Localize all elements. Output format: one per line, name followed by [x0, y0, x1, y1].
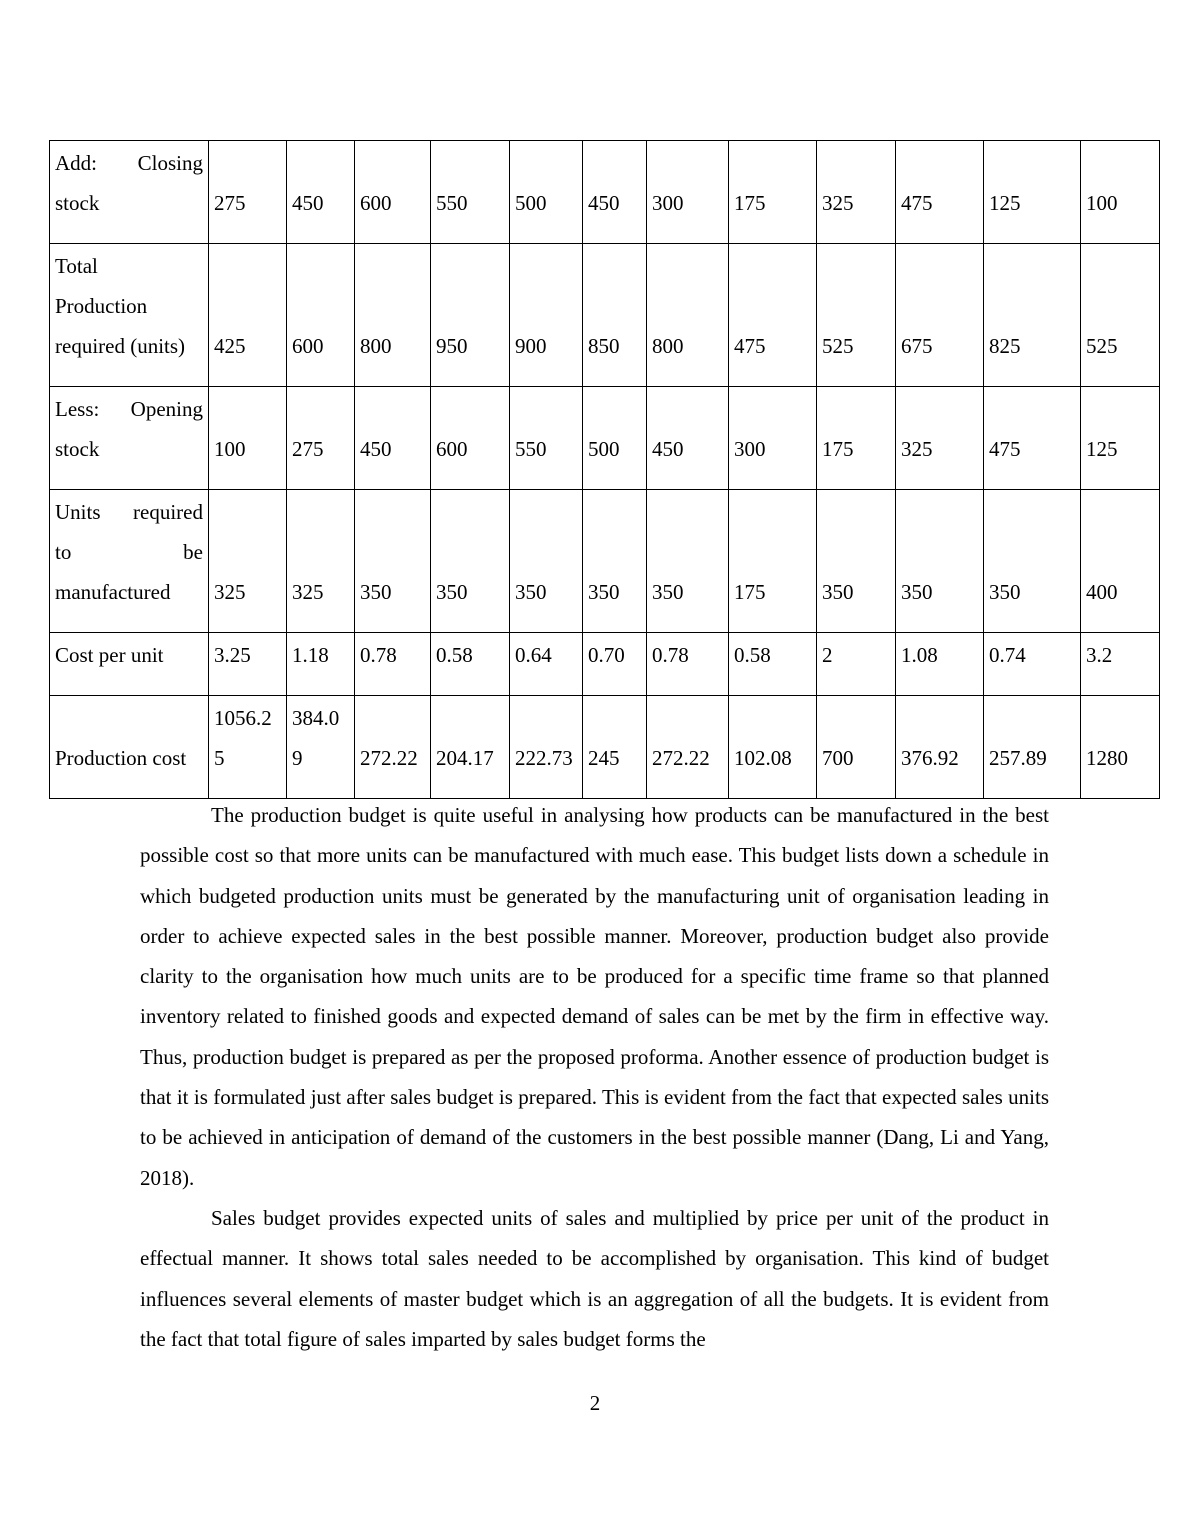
table-cell: 100	[1081, 141, 1160, 244]
table-cell: 450	[287, 141, 355, 244]
table-cell: 175	[729, 490, 817, 633]
table-cell: 125	[1081, 387, 1160, 490]
table-cell: 475	[896, 141, 984, 244]
table-cell: 600	[355, 141, 431, 244]
table-cell: 272.22	[647, 696, 729, 799]
table-cell: 500	[583, 387, 647, 490]
table-cell: 204.17	[431, 696, 510, 799]
table-cell: 1280	[1081, 696, 1160, 799]
table-cell: 525	[817, 244, 896, 387]
table-cell: 825	[984, 244, 1081, 387]
table-cell: 3.2	[1081, 633, 1160, 696]
row-label-line: Production cost	[55, 746, 187, 770]
table-cell: 1.18	[287, 633, 355, 696]
table-cell: 325	[896, 387, 984, 490]
table-cell: 272.22	[355, 696, 431, 799]
table-cell: 475	[729, 244, 817, 387]
table-row	[50, 244, 1160, 387]
table-cell: 275	[287, 387, 355, 490]
table-cell: 475	[984, 387, 1081, 490]
table-cell: 0.78	[647, 633, 729, 696]
table-cell: 257.89	[984, 696, 1081, 799]
row-label-line: required (units)	[55, 334, 186, 358]
table-cell: 2	[817, 633, 896, 696]
table-cell: 525	[1081, 244, 1160, 387]
row-label-line: Total	[55, 254, 98, 278]
row-label-line: Cost per unit	[55, 643, 164, 667]
table-cell: 300	[729, 387, 817, 490]
table-cell: 175	[817, 387, 896, 490]
table-cell: 125	[984, 141, 1081, 244]
table-cell: 0.70	[583, 633, 647, 696]
table-cell: 3.25	[209, 633, 287, 696]
table-cell: 0.78	[355, 633, 431, 696]
row-label-line: to be	[55, 540, 203, 564]
body-text	[140, 795, 1049, 1359]
table-cell: 350	[896, 490, 984, 633]
paragraph-sales-budget: Sales budget provides expected units of sales and multiplied by price per unit of the product in effectual manner. It shows total sales needed to be accomplished by organisation. This kind of budget influences several elements of master budget which is an aggregation of all the budgets. It is evident from the fact that total figure of sales imparted by sales budget forms the	[140, 1205, 1049, 1351]
table-row	[50, 633, 1160, 696]
row-label	[50, 633, 209, 696]
table-cell: 0.58	[729, 633, 817, 696]
table-cell: 400	[1081, 490, 1160, 633]
table-cell: 100	[209, 387, 287, 490]
table-cell: 550	[510, 387, 583, 490]
table-cell: 550	[431, 141, 510, 244]
table-cell: 0.74	[984, 633, 1081, 696]
table-cell: 350	[355, 490, 431, 633]
table-cell: 1.08	[896, 633, 984, 696]
table-cell: 0.64	[510, 633, 583, 696]
table-cell: 102.08	[729, 696, 817, 799]
table-row	[50, 387, 1160, 490]
table-cell: 350	[583, 490, 647, 633]
page-number: 2	[589, 1391, 601, 1415]
table-cell: 1056.25	[209, 696, 287, 799]
row-label	[50, 490, 209, 633]
table-cell: 325	[287, 490, 355, 633]
table-cell: 800	[647, 244, 729, 387]
row-label-line: manufactured	[55, 580, 171, 604]
row-label	[50, 244, 209, 387]
table-cell: 350	[431, 490, 510, 633]
row-label	[50, 141, 209, 244]
row-label-line: stock	[55, 437, 100, 461]
table-cell: 900	[510, 244, 583, 387]
table-row	[50, 141, 1160, 244]
table-cell: 350	[984, 490, 1081, 633]
table-cell: 350	[510, 490, 583, 633]
table-cell: 425	[209, 244, 287, 387]
table-cell: 850	[583, 244, 647, 387]
table-row	[50, 490, 1160, 633]
table-cell: 325	[817, 141, 896, 244]
table-cell: 0.58	[431, 633, 510, 696]
table-row	[50, 696, 1160, 799]
table-cell: 675	[896, 244, 984, 387]
row-label-line: Less: Opening	[55, 397, 203, 421]
table-cell: 245	[583, 696, 647, 799]
table-cell: 325	[209, 490, 287, 633]
production-budget-table	[49, 140, 1160, 799]
table-cell: 700	[817, 696, 896, 799]
table-cell: 350	[817, 490, 896, 633]
table-cell: 800	[355, 244, 431, 387]
row-label-line: Production	[55, 294, 148, 318]
table-cell: 222.73	[510, 696, 583, 799]
table-cell: 175	[729, 141, 817, 244]
table-cell: 450	[647, 387, 729, 490]
row-label	[50, 387, 209, 490]
table-cell: 376.92	[896, 696, 984, 799]
table-cell: 450	[583, 141, 647, 244]
row-label-line: Add: Closing	[55, 151, 203, 175]
table-cell: 500	[510, 141, 583, 244]
row-label-line: Units required	[55, 500, 203, 524]
table-cell: 600	[431, 387, 510, 490]
table-cell: 384.09	[287, 696, 355, 799]
row-label	[50, 696, 209, 799]
table-cell: 950	[431, 244, 510, 387]
table-cell: 600	[287, 244, 355, 387]
table-cell: 275	[209, 141, 287, 244]
paragraph-production-budget: The production budget is quite useful in analysing how products can be manufactured in the best possible cost so that more units can be manufactured with much ease. This budget lists down a schedule in which budgeted production units must be generated by the manufacturing unit of organisation leading in order to achieve expected sales in the best possible manner. Moreover, production budget also provide clarity to the organisation how much units are to be produced for a specific time frame so that planned inventory related to finished goods and expected demand of sales can be met by the firm in effective way. Thus, production budget is prepared as per the proposed proforma. Another essence of production budget is that it is formulated just after sales budget is prepared. This is evident from the fact that expected sales units to be achieved in anticipation of demand of the customers in the best possible manner (Dang, Li and Yang, 2018).	[140, 803, 1049, 1190]
table-cell: 350	[647, 490, 729, 633]
table-cell: 300	[647, 141, 729, 244]
table-cell: 450	[355, 387, 431, 490]
table-body	[50, 141, 1160, 799]
row-label-line: stock	[55, 191, 100, 215]
